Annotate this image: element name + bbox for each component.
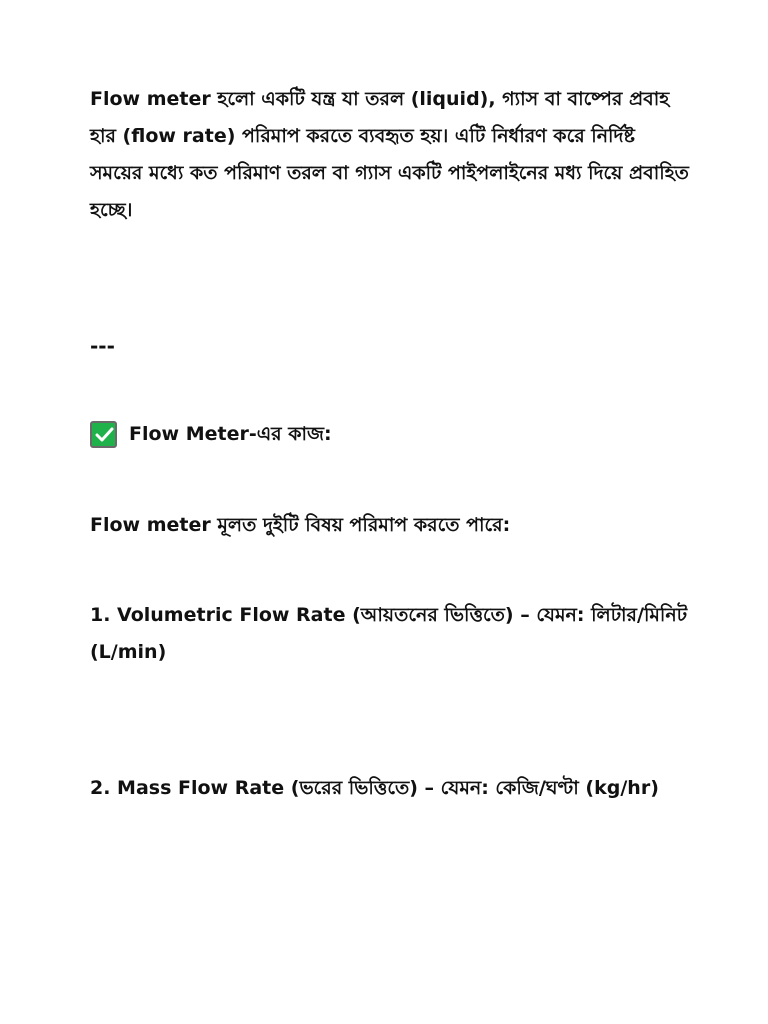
summary-lead: Flow meter: [90, 514, 211, 536]
summary-paragraph: [90, 507, 690, 544]
section-heading-text: Flow Meter-এর কাজ:: [129, 423, 332, 445]
intro-lead: Flow meter: [90, 88, 211, 110]
divider-text: ---: [90, 334, 115, 358]
check-mark-icon: [90, 421, 117, 448]
intro-text: হলো একটি যন্ত্র যা তরল (liquid), গ্যাস বা বাষ্পের প্রবাহ হার (flow rate) পরিমাপ করতে ব্যবহৃত হয়। এটি নির্ধারণ করে নির্দিষ্ট সময়ের মধ্যে কত পরিমাণ তরল বা গ্যাস একটি পাইপলাইনের মধ্য দিয়ে প্রবাহিত হচ্ছে।: [90, 88, 689, 221]
summary-text: মূলত দুইটি বিষয় পরিমাপ করতে পারে:: [210, 514, 511, 536]
section-heading: [90, 416, 690, 453]
intro-paragraph: [90, 81, 690, 229]
list-item: 1. Volumetric Flow Rate (আয়তনের ভিত্তিতে) – যেমন: লিটার/মিনিট (L/min): [90, 604, 688, 663]
list-item: 2. Mass Flow Rate (ভরের ভিত্তিতে) – যেমন: কেজি/ঘণ্টা (kg/hr): [90, 777, 659, 799]
